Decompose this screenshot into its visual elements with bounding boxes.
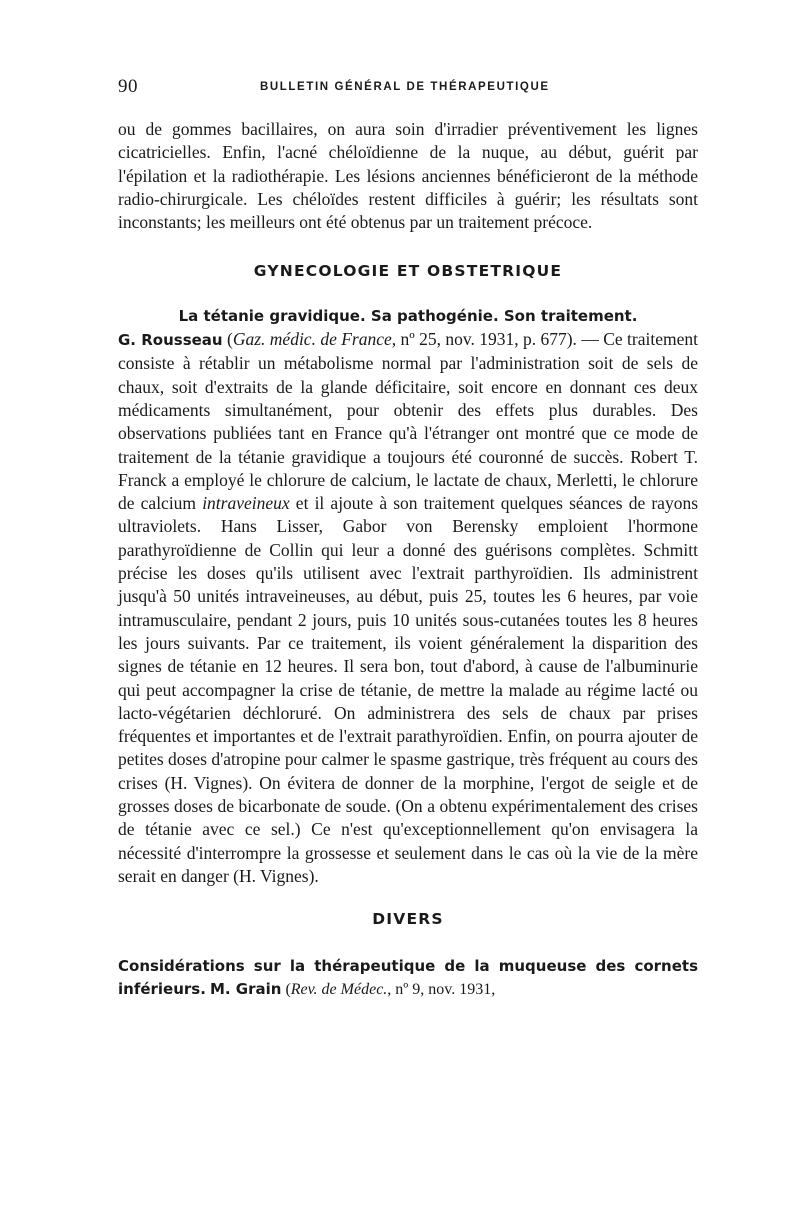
citation-open: ( (227, 329, 233, 350)
article-author-cornets: M. Grain (209, 979, 282, 998)
article-author: G. Rousseau (118, 331, 223, 350)
page-header (118, 76, 698, 100)
article-tetanie-paragraph (118, 305, 698, 888)
article-title-cornets: Considérations sur la thérapeutique de la muqueuse des cornets inférieurs. (118, 956, 698, 998)
article-body: — Ce traitement consiste à rétablir un métabolisme normal par l'administration soit de sels de chaux, soit d'extraits de la glande déficitaire, soit encore en donnant ces deux médicaments simultanément, pour obtenir des effets plus durables. Des observations publiées tant en France qu'à l'étranger ont montré que ce mode de traitement de la tétanie gravidique a toujours été couronné de succès. Robert T. Franck a employé le chlorure de calcium, le lactate de chaux, Merletti, le chlorure de calcium (118, 329, 698, 514)
citation-journal: Gaz. médic. de France (232, 329, 392, 350)
intro-paragraph: ou de gommes bacillaires, on aura soin d'irradier préventivement les lignes cicatricielles. Enfin, l'acné chéloïdienne de la nuque, au début, guérit par l'épilation et la radiothérapie. Les lésions anciennes bénéficieront de la méthode radio-chirurgicale. Les chéloïdes restent difficiles à guérir; les résultats sont inconstants; les meilleurs ont été obtenus par un traitement précoce. (118, 119, 698, 233)
citation-open-cornets: ( (285, 980, 291, 998)
page-number: 90 (118, 76, 138, 97)
citation-rest: , nº 25, nov. 1931, p. 677). (391, 329, 577, 350)
page-content (118, 118, 698, 1001)
running-title: BULLETIN GÉNÉRAL DE THÉRAPEUTIQUE (260, 81, 550, 93)
article-title: La tétanie gravidique. Sa pathogénie. Son traitement. (178, 306, 638, 325)
article-cornets-paragraph (118, 955, 698, 1002)
article-body-continued: et il ajoute à son traitement quelques séances de rayons ultraviolets. Hans Lisser, Gabor von Berensky emploient l'hormone parathyroïdienne de Collin qui leur a donné des guérisons complètes. Schmitt précise les doses qu'ils utilisent avec l'extrait parthyroïdien. Ils administrent jusqu'à 50 unités intraveineuses, au début, puis 25, toutes les 6 heures, par voie intramusculaire, pendant 2 jours, puis 10 unités sous-cutanées toutes les 8 heures les jours suivants. Par ce traitement, ils voient généralement la disparition des signes de tétanie en 12 heures. Il sera bon, tout d'abord, à cause de l'albuminurie qui peut accompagner la crise de tétanie, de mettre la malade au régime lacté ou lacto-végétarien déchloruré. On administrera des sels de chaux par prises fréquentes et importantes et de l'extrait parathyroïdien. Enfin, on pourra ajouter de petites doses d'atropine pour calmer le spasme gastrique, très fréquent au cours des crises (H. Vignes). On évitera de donner de la morphine, l'ergot de seigle et de grosses doses de bicarbonate de soude. (On a obtenu expérimentalement des crises de tétanie avec ce sel.) Ce n'est qu'exceptionnellement qu'on envisagera la nécessité d'interrompre la grossesse et seulement dans le cas où la vie de la mère serait en danger (H. Vignes). (118, 493, 699, 886)
citation-rest-cornets: , nº 9, nov. 1931, (387, 980, 496, 998)
citation-journal-cornets: Rev. de Médec. (290, 980, 388, 998)
section-heading-divers: DIVERS (372, 910, 444, 929)
article-tetanie (118, 305, 698, 888)
article-cornets (118, 955, 698, 1002)
article-body-italic: intraveineux (202, 493, 290, 514)
section-heading-gynecologie: GYNECOLOGIE ET OBSTETRIQUE (253, 262, 563, 281)
